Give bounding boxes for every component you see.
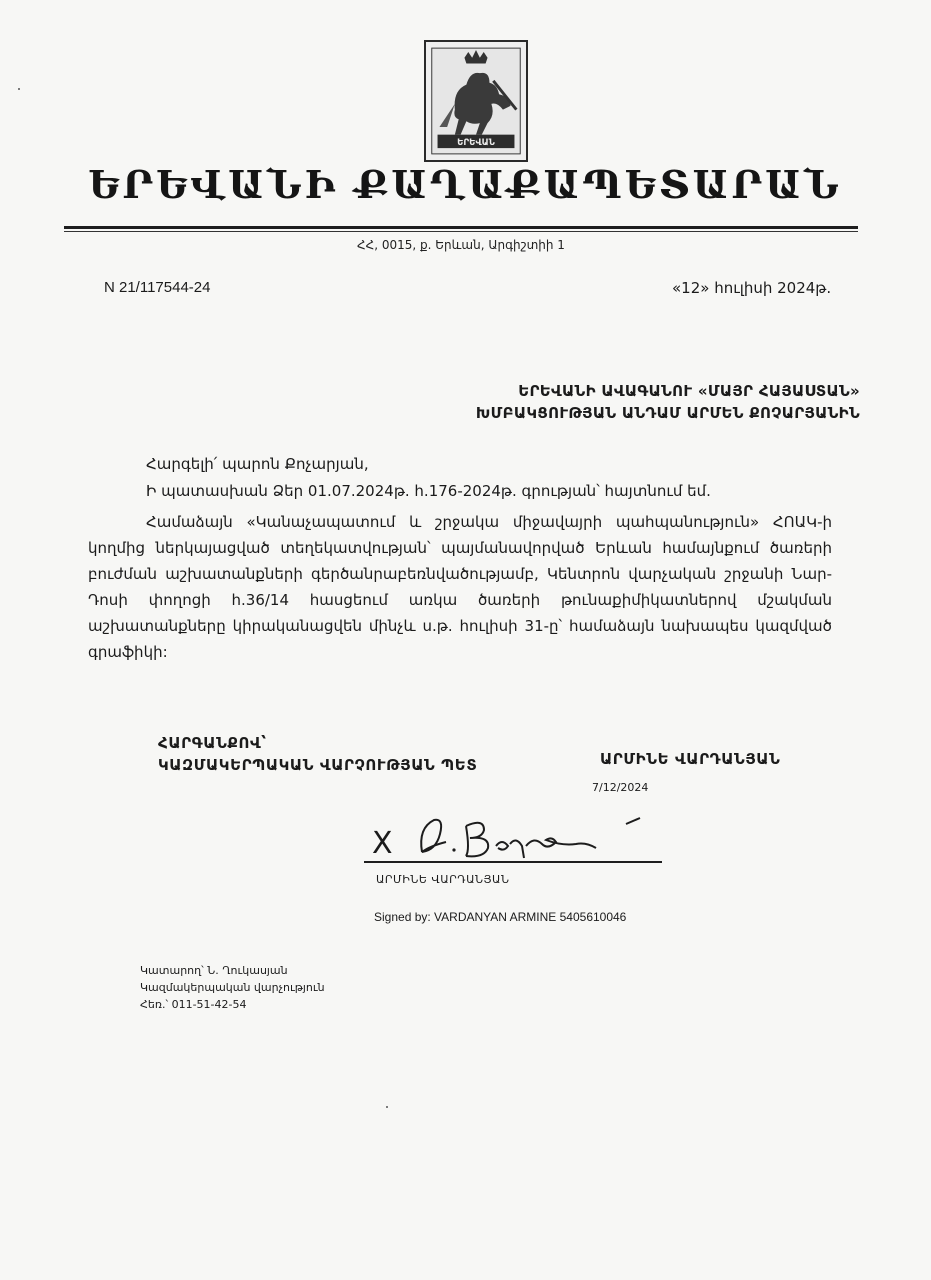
executor-department: Կազմակերպական վարչություն — [140, 981, 325, 994]
document-date: «12» հուլիսի 2024թ. — [672, 279, 832, 297]
greeting: Հարգելի՛ պարոն Քոչարյան, — [146, 455, 369, 473]
scan-speck — [386, 1106, 388, 1108]
signature-date: 7/12/2024 — [592, 781, 649, 794]
closing-salutation: ՀԱՐԳԱՆՔՈՎ՝ — [158, 734, 267, 752]
executor-name: Կատարող՝ Ն. Ղուկասյան — [140, 964, 288, 977]
organization-title: ԵՐԵՎԱՆԻ ՔԱՂԱՔԱՊԵՏԱՐԱՆ — [88, 162, 842, 207]
executor-phone: Հեռ.՝ 011-51-42-54 — [140, 998, 247, 1011]
header-rule-thin — [64, 231, 858, 232]
addressee-line-1: ԵՐԵՎԱՆԻ ԱՎԱԳԱՆՈՒ «ՄԱՅՐ ՀԱՅԱՍՏԱՆ» — [518, 382, 860, 400]
handwritten-signature — [400, 806, 660, 866]
signer-name: ԱՐՄԻՆԵ ՎԱՐԴԱՆՅԱՆ — [600, 750, 781, 768]
header-rule — [64, 226, 858, 229]
body-paragraph-1: Ի պատասխան Ձեր 01.07.2024թ. հ.176-2024թ. գրության՝ հայտնում եմ. — [146, 482, 711, 500]
addressee-line-2: ԽՄԲԱԿՑՈՒԹՅԱՆ ԱՆԴԱՄ ԱՐՄԵՆ ՔՈՉԱՐՅԱՆԻՆ — [475, 404, 860, 422]
scan-speck — [18, 88, 20, 90]
body-paragraph-2: Համաձայն «Կանաչապատում և շրջակա միջավայրի պահպանություն» ՀՈԱԿ-ի կողմից ներկայացված տեղեկատվության՝ պայմանավորված Երևան համայնքում ծառերի բուժման աշխատանքների գերծանրաբեռնվածությամբ, Կենտրոն վարչական շրջանի Նար-Դոսի փողոցի հ.36/14 հասցեում առկա ծառերի թունաքիմիկատներով մշակման աշխատանքները կիրականացվեն մինչև ս.թ. հուլիսի 31-ը՝ համաձայն նախապես կազմված գրաֆիկի: — [88, 513, 832, 661]
svg-text:ԵՐԵՎԱՆ: ԵՐԵՎԱՆ — [457, 138, 495, 149]
emblem-graphic — [426, 42, 526, 160]
city-emblem — [424, 40, 528, 162]
signature-x-mark: X — [372, 826, 393, 861]
digital-signature-note: Signed by: VARDANYAN ARMINE 5405610046 — [374, 910, 627, 924]
executor-block — [140, 962, 325, 1013]
signature-name-caption: ԱՐՄԻՆԵ ՎԱՐԴԱՆՅԱՆ — [376, 873, 510, 886]
signer-position: ԿԱԶՄԱԿԵՐՊԱԿԱՆ ՎԱՐՉՈՒԹՅԱՆ ՊԵՏ — [158, 756, 478, 774]
signature-line — [364, 861, 662, 863]
organization-address: ՀՀ, 0015, ք. Երևան, Արգիշտիի 1 — [357, 238, 565, 252]
reference-number: N 21/117544-24 — [104, 279, 211, 296]
